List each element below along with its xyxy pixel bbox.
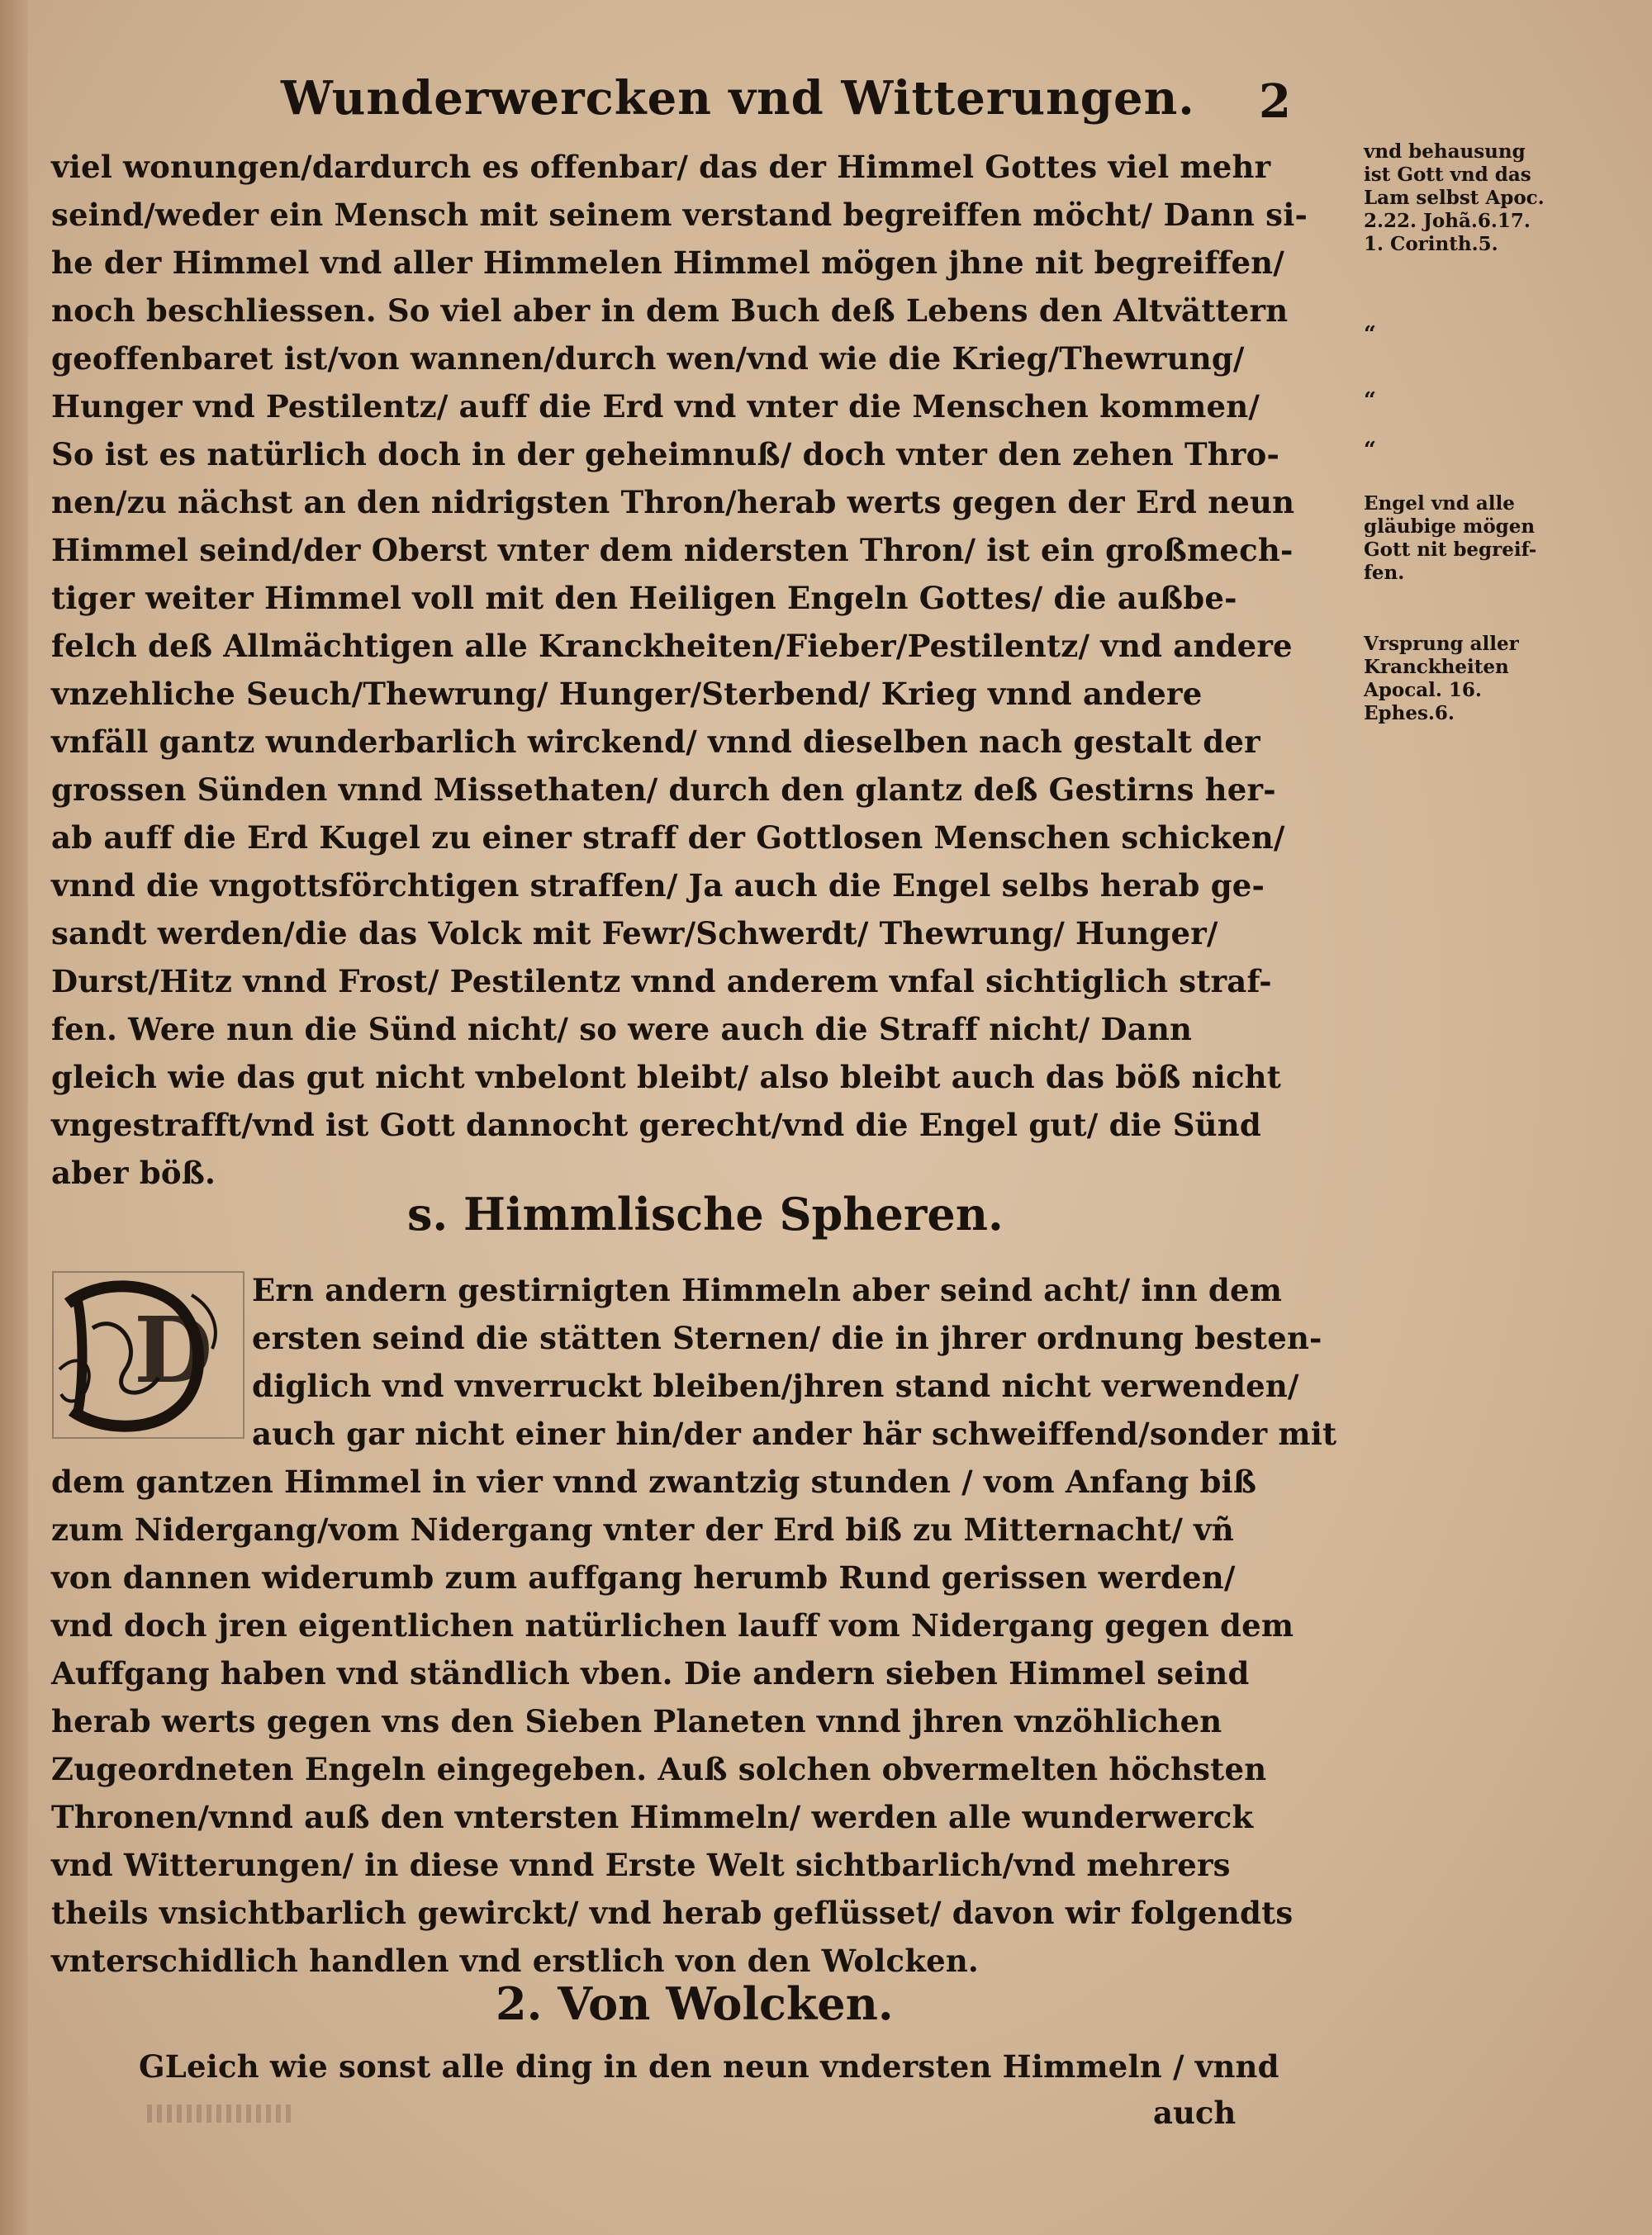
body-line: vnd Witterungen/ in diese vnnd Erste Welt sichtbarlich/vnd mehrers: [51, 1847, 1231, 1883]
margin-line: ist Gott vnd das: [1364, 164, 1531, 186]
body-line: Himmel seind/der Oberst vnter dem nidersten Thron/ ist ein großmech-: [51, 532, 1294, 568]
margin-line: Kranckheiten: [1364, 656, 1509, 678]
marginal-note-apocalypse: [1364, 140, 1645, 256]
body-line: Durst/Hitz vnnd Frost/ Pestilentz vnnd anderem vnfal sichtiglich straf-: [51, 963, 1272, 999]
section-heading-himmlische-spheren: s. Himmlische Spheren.: [407, 1188, 1004, 1241]
margin-line: Apocal. 16.: [1364, 679, 1482, 701]
body-line: herab werts gegen vns den Sieben Planeten vnnd jhren vnzöhlichen: [51, 1703, 1222, 1739]
body-line: So ist es natürlich doch in der geheimnuß/ doch vnter den zehen Thro-: [51, 436, 1280, 472]
body-line: vnfäll gantz wunderbarlich wirckend/ vnnd dieselben nach gestalt der: [51, 724, 1260, 760]
body-line: Thronen/vnnd auß den vntersten Himmeln/ werden alle wunderwerck: [51, 1799, 1254, 1835]
body-line: tiger weiter Himmel voll mit den Heiligen Engeln Gottes/ die außbe-: [51, 580, 1237, 616]
margin-line: Lam selbst Apoc.: [1364, 187, 1545, 209]
margin-line: vnd behausung: [1364, 140, 1526, 163]
body-line: he der Himmel vnd aller Himmelen Himmel mögen jhne nit begreiffen/: [51, 244, 1285, 281]
body-line: ab auff die Erd Kugel zu einer straff der Gottlosen Menschen schicken/: [51, 819, 1285, 856]
body-line: viel wonungen/dardurch es offenbar/ das der Himmel Gottes viel mehr: [51, 149, 1271, 185]
body-line: vnzehliche Seuch/Thewrung/ Hunger/Sterbend/ Krieg vnnd andere: [51, 676, 1203, 712]
body-line: theils vnsichtbarlich gewirckt/ vnd herab geflüsset/ davon wir folgendts: [51, 1895, 1294, 1931]
body-line: zum Nidergang/vom Nidergang vnter der Erd biß zu Mitternacht/ vñ: [51, 1511, 1234, 1548]
section-heading-von-wolcken: 2. Von Wolcken.: [496, 1977, 894, 2030]
page-gutter-edge: [0, 0, 28, 2235]
margin-line: 2.22. Johã.6.17.: [1364, 210, 1531, 232]
margin-line: fen.: [1364, 562, 1405, 584]
body-line: geoffenbaret ist/von wannen/durch wen/vnd wie die Krieg/Thewrung/: [51, 340, 1245, 377]
margin-line: Ephes.6.: [1364, 702, 1455, 724]
body-line: Ern andern gestirnigten Himmeln aber seind acht/ inn dem: [252, 1272, 1283, 1308]
running-head: Wunderwercken vnd Witterungen.: [281, 71, 1195, 126]
body-line: sandt werden/die das Volck mit Fewr/Schwerdt/ Thewrung/ Hunger/: [51, 915, 1218, 951]
marginal-quote-mark: “: [1364, 388, 1376, 413]
bleed-through-mark: [147, 2105, 296, 2123]
body-line: noch beschliessen. So viel aber in dem Buch deß Lebens den Altvättern: [51, 292, 1289, 329]
body-line: nen/zu nächst an den nidrigsten Thron/herab werts gegen der Erd neun: [51, 484, 1295, 520]
body-line: von dannen widerumb zum auffgang herumb Rund gerissen werden/: [51, 1559, 1236, 1596]
marginal-note-vrsprung: [1364, 633, 1645, 725]
marginal-quote-mark: “: [1364, 322, 1376, 347]
body-line: vnnd die vngottsförchtigen straffen/ Ja auch die Engel selbs herab ge-: [51, 867, 1265, 904]
body-line: Auffgang haben vnd ständlich vben. Die andern sieben Himmel seind: [51, 1655, 1250, 1692]
body-line: felch deß Allmächtigen alle Kranckheiten/Fieber/Pestilentz/ vnd andere: [51, 628, 1293, 664]
body-line: aber böß.: [51, 1155, 216, 1191]
body-line: ersten seind die stätten Sternen/ die in jhrer ordnung besten-: [252, 1320, 1322, 1356]
margin-line: Vrsprung aller: [1364, 633, 1519, 655]
initial-letter: D: [134, 1297, 213, 1403]
body-line: auch gar nicht einer hin/der ander här schweiffend/sonder mit: [252, 1416, 1337, 1452]
body-line: Zugeordneten Engeln eingegeben. Auß solchen obvermelten höchsten: [51, 1751, 1267, 1787]
body-line: diglich vnd vnverruckt bleiben/jhren stand nicht verwenden/: [252, 1368, 1299, 1404]
body-line: GLeich wie sonst alle ding in den neun vndersten Himmeln / vnnd: [139, 2048, 1279, 2085]
body-line: dem gantzen Himmel in vier vnnd zwantzig stunden / vom Anfang biß: [51, 1464, 1257, 1500]
body-line: vngestrafft/vnd ist Gott dannocht gerecht/vnd die Engel gut/ die Sünd: [51, 1107, 1261, 1143]
marginal-note-engel: [1364, 492, 1645, 585]
decorated-initial: [51, 1270, 245, 1440]
body-line: grossen Sünden vnnd Missethaten/ durch den glantz deß Gestirns her-: [51, 771, 1276, 808]
catchword: auch: [1153, 2095, 1237, 2131]
margin-line: Engel vnd alle: [1364, 492, 1515, 515]
body-line: seind/weder ein Mensch mit seinem verstand begreiffen möcht/ Dann si-: [51, 197, 1308, 233]
body-line: vnterschidlich handlen vnd erstlich von den Wolcken.: [51, 1943, 980, 1979]
margin-line: 1. Corinth.5.: [1364, 233, 1498, 255]
margin-line: gläubige mögen: [1364, 515, 1536, 538]
body-line: vnd doch jren eigentlichen natürlichen lauff vom Nidergang gegen dem: [51, 1607, 1294, 1644]
body-line: gleich wie das gut nicht vnbelont bleibt/ also bleibt auch das böß nicht: [51, 1059, 1282, 1095]
body-line: fen. Were nun die Sünd nicht/ so were auch die Straff nicht/ Dann: [51, 1011, 1193, 1047]
margin-line: Gott nit begreif-: [1364, 539, 1537, 561]
body-line: Hunger vnd Pestilentz/ auff die Erd vnd vnter die Menschen kommen/: [51, 388, 1260, 425]
marginal-quote-mark: “: [1364, 438, 1376, 463]
page-number: 2: [1259, 74, 1291, 129]
